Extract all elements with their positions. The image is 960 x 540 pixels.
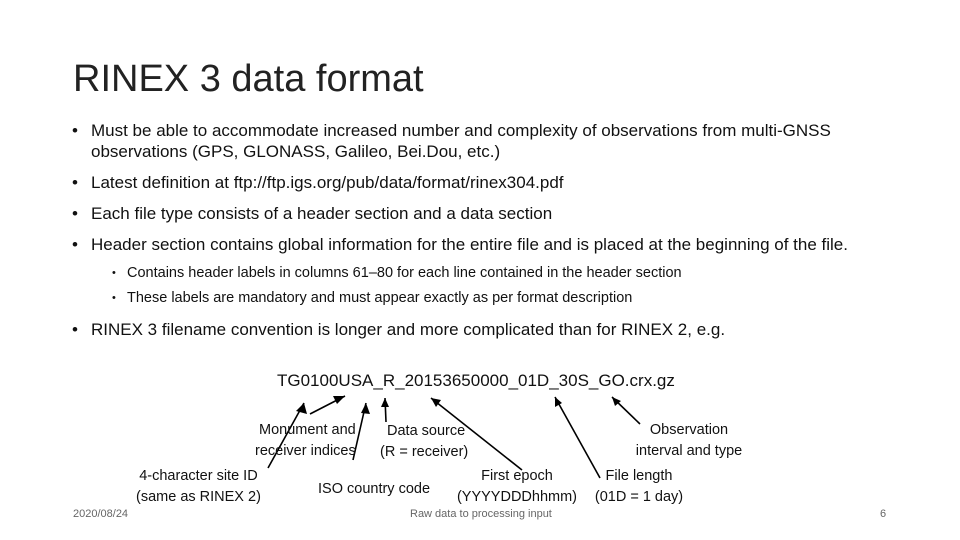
- sub-bullet-item: [72, 286, 902, 311]
- arrowhead-country: [361, 403, 370, 414]
- bullet-item: [72, 234, 902, 255]
- arrow-data-source: [385, 398, 386, 422]
- bullet-list: [72, 120, 902, 340]
- footer-date: 2020/08/24: [73, 508, 129, 520]
- arrowhead-monument: [333, 396, 345, 404]
- bullet-item: [72, 319, 902, 340]
- arrowhead-file-length: [555, 397, 562, 407]
- sub-bullet-glyph: •: [112, 267, 116, 279]
- bullet-glyph: •: [72, 235, 78, 254]
- sub-bullet-item: [72, 261, 902, 286]
- arrowhead-first-epoch: [431, 398, 441, 407]
- bullet-glyph: •: [72, 173, 78, 192]
- label-file-length: File length (01D = 1 day): [594, 468, 684, 505]
- bullet-item: [72, 172, 902, 193]
- label-data-source: Data source (R = receiver): [380, 423, 469, 460]
- sub-bullet-text: These labels are mandatory and must appear exactly as per format description: [127, 290, 633, 306]
- example-filename: TG0100USA_R_20153650000_01D_30S_GO.crx.gz: [277, 371, 675, 390]
- footer-center: Raw data to processing input: [410, 508, 552, 520]
- label-site-id: 4-character site ID (same as RINEX 2): [136, 468, 261, 505]
- arrowhead-site-id: [296, 403, 307, 414]
- label-country: ISO country code: [318, 481, 431, 497]
- bullet-text: RINEX 3 filename convention is longer and more complicated than for RINEX 2, e.g.: [91, 320, 726, 339]
- arrow-monument: [310, 396, 345, 414]
- label-monument: Monument and receiver indices: [255, 422, 356, 459]
- bullet-text: Must be able to accommodate increased number and complexity of observations from multi-GNSS observations (GPS, GLONASS, Galileo, Bei.Dou, etc.): [91, 121, 831, 161]
- bullet-text: Each file type consists of a header section and a data section: [91, 204, 553, 223]
- bullet-text: Header section contains global information for the entire file and is placed at the beginning of the file.: [91, 235, 848, 254]
- arrowhead-observation: [612, 397, 621, 406]
- slide-title: RINEX 3 data format: [73, 58, 424, 100]
- bullet-glyph: •: [72, 204, 78, 223]
- label-observation: Observation interval and type: [635, 422, 743, 459]
- bullet-item: [72, 203, 902, 224]
- page-number: 6: [880, 508, 887, 520]
- sub-bullet-text: Contains header labels in columns 61–80 for each line contained in the header section: [127, 265, 682, 281]
- bullet-glyph: •: [72, 121, 78, 140]
- bullet-item: [72, 120, 902, 162]
- bullet-text: Latest definition at ftp://ftp.igs.org/pub/data/format/rinex304.pdf: [91, 173, 564, 192]
- label-first-epoch: First epoch (YYYYDDDhhmm): [456, 468, 578, 505]
- bullet-glyph: •: [72, 320, 78, 339]
- arrowhead-data-source: [381, 398, 389, 407]
- sub-bullet-glyph: •: [112, 292, 116, 304]
